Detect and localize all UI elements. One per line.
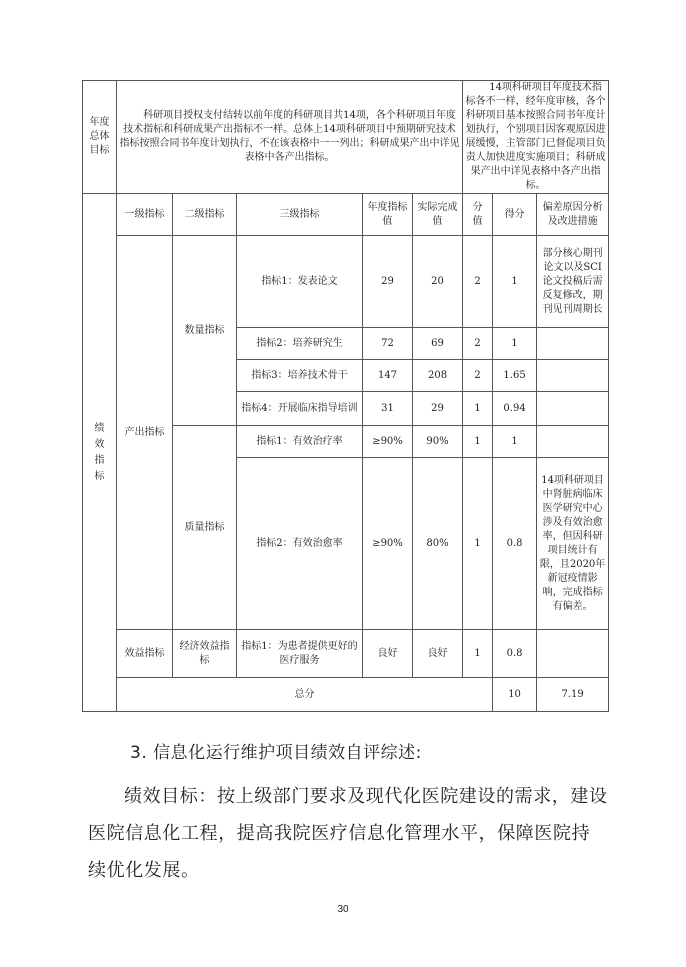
header-weight: 分值 <box>463 194 493 236</box>
row-target: 良好 <box>363 630 413 678</box>
header-level3: 三级指标 <box>237 194 363 236</box>
row-reason <box>537 630 609 678</box>
row-weight: 1 <box>463 392 493 426</box>
row-target: 147 <box>363 360 413 392</box>
header-level1: 一级指标 <box>117 194 173 236</box>
performance-table <box>82 80 609 712</box>
benefit-label: 效益指标 <box>117 630 173 678</box>
row-score: 1.65 <box>493 360 537 392</box>
row-actual: 208 <box>413 360 463 392</box>
row-actual: 20 <box>413 236 463 328</box>
row-name: 指标1：发表论文 <box>237 236 363 328</box>
total-score: 7.19 <box>537 678 609 712</box>
row-name: 指标3：培养技术骨干 <box>237 360 363 392</box>
row-reason <box>537 392 609 426</box>
section-heading: 3. 信息化运行维护项目绩效自评综述: <box>130 743 422 763</box>
header-actual: 实际完成值 <box>413 194 463 236</box>
header-level2: 二级指标 <box>173 194 237 236</box>
row-target: 31 <box>363 392 413 426</box>
row-actual: 80% <box>413 458 463 630</box>
row-name: 指标1：有效治疗率 <box>237 426 363 458</box>
row-weight: 2 <box>463 328 493 360</box>
row-actual: 29 <box>413 392 463 426</box>
row-target: 72 <box>363 328 413 360</box>
row-weight: 1 <box>463 630 493 678</box>
page-number: 30 <box>337 904 349 915</box>
row-reason <box>537 328 609 360</box>
row-actual: 良好 <box>413 630 463 678</box>
output-label: 产出指标 <box>117 236 173 630</box>
header-score: 得分 <box>493 194 537 236</box>
annual-target-actual: 14项科研项目年度技术指标各不一样，经年度审核，各个科研项目基本按照合同书年度计划执行，个别项目因客观原因进展缓慢，主管部门已督促项目负责人加快进度实施项目；科研成果产出中详见表格中各产出指标。 <box>463 81 609 194</box>
row-reason: 14项科研项目中肾脏病临床医学研究中心涉及有效治愈率，但因科研项目统计有限，且2020年新冠疫情影响，完成指标有偏差。 <box>537 458 609 630</box>
row-score: 0.94 <box>493 392 537 426</box>
row-score: 1 <box>493 328 537 360</box>
row-name: 指标4：开展临床指导培训 <box>237 392 363 426</box>
header-target: 年度指标值 <box>363 194 413 236</box>
total-label: 总分 <box>117 678 493 712</box>
row-name: 指标1：为患者提供更好的医疗服务 <box>237 630 363 678</box>
row-actual: 90% <box>413 426 463 458</box>
row-name: 指标2：有效治愈率 <box>237 458 363 630</box>
row-score: 0.8 <box>493 458 537 630</box>
row-actual: 69 <box>413 328 463 360</box>
row-name: 指标2：培养研究生 <box>237 328 363 360</box>
row-weight: 1 <box>463 426 493 458</box>
row-target: 29 <box>363 236 413 328</box>
row-score: 0.8 <box>493 630 537 678</box>
quality-label: 质量指标 <box>173 426 237 630</box>
row-weight: 1 <box>463 458 493 630</box>
row-target: ≥90% <box>363 426 413 458</box>
row-reason: 部分核心期刊论文以及SCI论文投稿后需反复修改，期刊见刊周期长 <box>537 236 609 328</box>
section-paragraph: 绩效目标：按上级部门要求及现代化医院建设的需求，建设医院信息化工程，提高我院医疗信息化管理水平，保障医院持续优化发展。 <box>88 786 608 881</box>
quantity-label: 数量指标 <box>173 236 237 426</box>
header-reason: 偏差原因分析及改进措施 <box>537 194 609 236</box>
perf-indicator-label: 绩效指标 <box>83 194 117 712</box>
annual-target-label: 年度总体目标 <box>83 81 117 194</box>
row-weight: 2 <box>463 236 493 328</box>
row-score: 1 <box>493 426 537 458</box>
annual-target-plan: 科研项目授权支付结转以前年度的科研项目共14项，各个科研项目年度技术指标和科研成果产出指标不一样。总体上14项科研项目中预期研究技术指标按照合同书年度计划执行，不在该表格中一一列出；科研成果产出中详见表格中各产出指标。 <box>117 81 463 194</box>
table-row <box>83 236 609 328</box>
economic-label: 经济效益指标 <box>173 630 237 678</box>
row-reason <box>537 426 609 458</box>
row-score: 1 <box>493 236 537 328</box>
row-target: ≥90% <box>363 458 413 630</box>
row-reason <box>537 360 609 392</box>
total-weight: 10 <box>493 678 537 712</box>
total-row <box>83 678 609 712</box>
table-row <box>83 630 609 678</box>
row-weight: 2 <box>463 360 493 392</box>
